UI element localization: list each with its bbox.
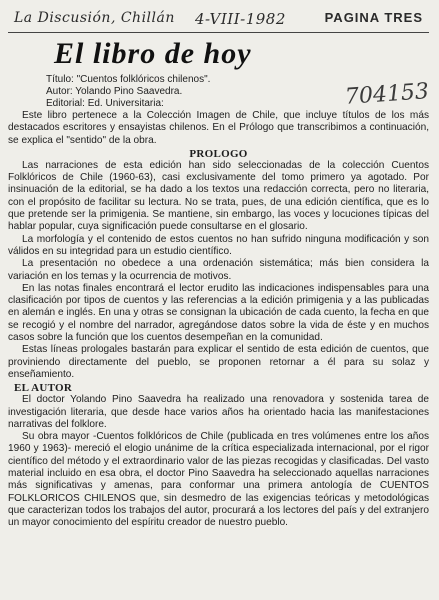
prologo-paragraph: En las notas finales encontrará el lector erudito las indicaciones indispensables para una clasificación por tipos de cuentos y las referencias a la edición primigenia y a las publicadas en alemán e inglés. En una y otras se consignan la ubicación de cada cuento, la fecha en que se recogió y el nombre del narrador, agregándose datos sobre la vida de éste y en muchos casos sobre la función que los cuentos desempeñan en la comunidad.	[8, 282, 429, 344]
clipping-header	[8, 6, 429, 32]
article-title: El libro de hoy	[54, 37, 252, 70]
handwritten-source: La Discusión, Chillán	[14, 10, 175, 26]
autor-paragraph: Su obra mayor -Cuentos folklóricos de Chile (publicada en tres volúmenes entre los años 1960 y 1963)- mereció el elogio unánime de la crítica especializada internacional, por el rigor científico del método y el extraordinario valor de las piezas recogidas y clasificadas. Del vasto material incluido en esa obra, el doctor Pino Saavedra ha seleccionado aquellas narraciones más significativas y amenas, para conformar una primera antología de CUENTOS FOLKLORICOS CHILENOS que, sin desmedro de las exigencias teóricas y metodológicas que caracterizan todos los trabajos del autor, procurará a los lectores del país y del extranjero un mayor conocimiento del espíritu creador de nuestro pueblo.	[8, 431, 429, 529]
prologo-paragraph: La presentación no obedece a una ordenación sistemática; más bien considera la variación en los temas y la ocurrencia de motivos.	[8, 258, 429, 282]
handwritten-date: 4-VIII-1982	[195, 10, 286, 28]
autor-heading: EL AUTOR	[14, 382, 73, 395]
prologo-paragraph: Estas líneas prologales bastarán para explicar el sentido de esta edición de cuentos, que proviniendo directamente del pueblo, se proponen retornar a él para su solaz y enseñamiento.	[8, 344, 429, 380]
meta-titulo-value: "Cuentos folklóricos chilenos".	[76, 74, 211, 85]
prologo-paragraph: La morfología y el contenido de estos cuentos no han sufrido ninguna modificación y son válidos en su integridad para un estudio científico.	[8, 233, 429, 257]
autor-paragraph: El doctor Yolando Pino Saavedra ha realizado una renovadora y sostenida tarea de investigación literaria, que desde hace varios años ha orientado hacia las manifestaciones narrativas del folklore.	[8, 394, 429, 430]
meta-titulo-label: Título:	[46, 74, 74, 85]
header-rule	[8, 32, 429, 33]
page-label: PAGINA TRES	[324, 10, 423, 25]
meta-editorial-value: Ed. Universitaria:	[87, 98, 164, 109]
prologo-paragraph: Las narraciones de esta edición han sido seleccionadas de la colección Cuentos Folklóricos de Chile (1960-63), casi exclusivamente del tomo primero ya agotado. Por insinuación de la editorial, se ha dado a los textos una redacción correcta, pero no literaria, con el propósito de facilitar su lectura. No se trata, pues, de una edición científica, que es lo que pretende ser la primigenia. Se mantiene, sin embargo, las voces y locuciones típicas del hablar popular, cuya significación puede consultarse en el glosario.	[8, 159, 429, 233]
meta-autor-label: Autor:	[46, 86, 73, 97]
intro-paragraph: Este libro pertenece a la Colección Imagen de Chile, que incluye títulos de los más destacados escritores y ensayistas chilenos. En el Prólogo que transcribimos a continuación, se explica el "sentido" de la obra.	[8, 110, 429, 146]
prologo-heading: PROLOGO	[189, 147, 248, 160]
meta-autor-value: Yolando Pino Saavedra.	[75, 86, 183, 97]
meta-editorial-label: Editorial:	[46, 98, 85, 109]
archive-stamp-number: 704153	[344, 79, 430, 110]
